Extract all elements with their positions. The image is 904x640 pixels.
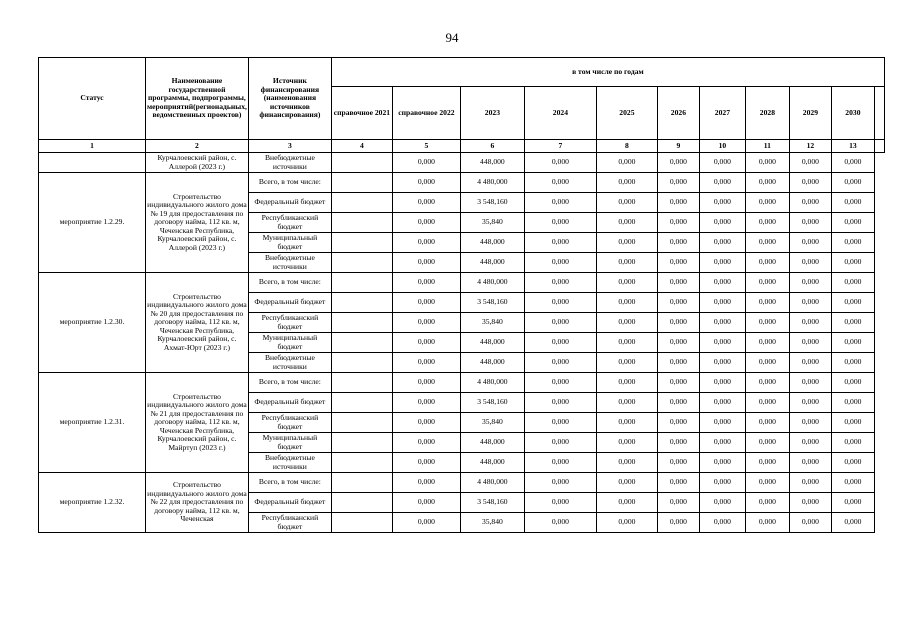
- value-cell: 0,000: [524, 413, 596, 433]
- value-cell: 0,000: [596, 153, 657, 173]
- value-cell: 0,000: [789, 513, 831, 533]
- value-cell: 0,000: [745, 413, 789, 433]
- value-cell: 0,000: [789, 293, 831, 313]
- value-cell: 0,000: [392, 413, 460, 433]
- value-cell: 0,000: [596, 433, 657, 453]
- value-cell: 0,000: [831, 353, 874, 373]
- table-row: [39, 173, 885, 193]
- value-cell: 0,000: [789, 373, 831, 393]
- value-cell: 0,000: [699, 413, 745, 433]
- value-cell: 0,000: [657, 273, 699, 293]
- value-cell: 0,000: [699, 213, 745, 233]
- value-cell: 4 480,000: [460, 273, 524, 293]
- funding-source: Федеральный бюджет: [248, 493, 331, 513]
- value-cell: 0,000: [699, 293, 745, 313]
- value-cell: 0,000: [596, 453, 657, 473]
- value-cell: 35,840: [460, 513, 524, 533]
- value-cell: 0,000: [524, 233, 596, 253]
- value-cell: 3 548,160: [460, 393, 524, 413]
- value-cell: 0,000: [745, 193, 789, 213]
- header-name: Наименование государственной программы, подпрограммы, мероприятий(регионадьных, ведомственных проектов): [146, 58, 249, 140]
- value-cell: 0,000: [392, 213, 460, 233]
- value-cell: 0,000: [745, 393, 789, 413]
- value-cell: [331, 273, 392, 293]
- table-row: [39, 273, 885, 293]
- value-cell: 0,000: [789, 253, 831, 273]
- value-cell: 0,000: [657, 393, 699, 413]
- value-cell: 0,000: [392, 193, 460, 213]
- value-cell: [331, 193, 392, 213]
- value-cell: 0,000: [831, 393, 874, 413]
- value-cell: 0,000: [524, 433, 596, 453]
- table-row: [39, 153, 885, 173]
- value-cell: 0,000: [699, 153, 745, 173]
- column-number: 10: [699, 140, 745, 153]
- value-cell: 448,000: [460, 333, 524, 353]
- measure-status: мероприятие 1.2.31.: [39, 373, 146, 473]
- value-cell: 0,000: [831, 213, 874, 233]
- header-year: 2026: [657, 87, 699, 140]
- value-cell: 0,000: [789, 313, 831, 333]
- funding-source: Республиканский бюджет: [248, 413, 331, 433]
- value-cell: 0,000: [524, 173, 596, 193]
- funding-source: Республиканский бюджет: [248, 213, 331, 233]
- value-cell: 0,000: [524, 353, 596, 373]
- funding-source: Всего, в том числе:: [248, 473, 331, 493]
- value-cell: 0,000: [657, 513, 699, 533]
- value-cell: 0,000: [392, 493, 460, 513]
- header-year: 2023: [460, 87, 524, 140]
- value-cell: [331, 453, 392, 473]
- funding-source: Республиканский бюджет: [248, 513, 331, 533]
- table-edge: [874, 140, 884, 153]
- value-cell: 0,000: [789, 393, 831, 413]
- value-cell: 0,000: [745, 273, 789, 293]
- value-cell: 0,000: [392, 473, 460, 493]
- value-cell: 0,000: [745, 313, 789, 333]
- measure-status: [39, 153, 146, 173]
- funding-source: Муниципальный бюджет: [248, 233, 331, 253]
- funding-source: Внебюджетные источники: [248, 153, 331, 173]
- value-cell: 0,000: [596, 473, 657, 493]
- value-cell: 0,000: [831, 513, 874, 533]
- value-cell: 0,000: [831, 233, 874, 253]
- value-cell: 0,000: [745, 373, 789, 393]
- value-cell: 0,000: [789, 193, 831, 213]
- value-cell: [331, 413, 392, 433]
- column-number: 8: [596, 140, 657, 153]
- value-cell: 448,000: [460, 433, 524, 453]
- header-years-group: в том числе по годам: [331, 58, 884, 87]
- funding-source: Всего, в том числе:: [248, 173, 331, 193]
- value-cell: [331, 313, 392, 333]
- value-cell: 0,000: [657, 153, 699, 173]
- column-number: 3: [248, 140, 331, 153]
- value-cell: 0,000: [657, 233, 699, 253]
- header-year: 2027: [699, 87, 745, 140]
- value-cell: 0,000: [524, 493, 596, 513]
- value-cell: 448,000: [460, 253, 524, 273]
- value-cell: 0,000: [596, 253, 657, 273]
- value-cell: 0,000: [657, 373, 699, 393]
- value-cell: [331, 393, 392, 413]
- value-cell: 0,000: [789, 493, 831, 513]
- value-cell: 0,000: [699, 393, 745, 413]
- value-cell: 0,000: [596, 173, 657, 193]
- value-cell: 0,000: [524, 373, 596, 393]
- value-cell: 0,000: [596, 373, 657, 393]
- value-cell: 0,000: [596, 313, 657, 333]
- value-cell: 0,000: [657, 193, 699, 213]
- column-number: 7: [524, 140, 596, 153]
- value-cell: 0,000: [831, 493, 874, 513]
- value-cell: 0,000: [524, 333, 596, 353]
- value-cell: 0,000: [789, 473, 831, 493]
- value-cell: [331, 233, 392, 253]
- column-number: 5: [392, 140, 460, 153]
- value-cell: 0,000: [745, 473, 789, 493]
- value-cell: 0,000: [596, 393, 657, 413]
- measure-name: Курчалоевский район, с. Аллерой (2023 г.): [146, 153, 249, 173]
- value-cell: 0,000: [657, 173, 699, 193]
- value-cell: 0,000: [392, 353, 460, 373]
- measure-name: Строительство индивидуального жилого дома № 21 для предоставления по договору найма, 112 кв. м, Чеченская Республика, Курчалоевский район, с. Майртуп (2023 г.): [146, 373, 249, 473]
- value-cell: 0,000: [831, 433, 874, 453]
- value-cell: 0,000: [392, 313, 460, 333]
- value-cell: 0,000: [745, 233, 789, 253]
- measure-name: Строительство индивидуального жилого дома № 22 для предоставления по договору найма, 112 кв. м, Чеченская: [146, 473, 249, 533]
- funding-source: Внебюджетные источники: [248, 353, 331, 373]
- value-cell: 0,000: [699, 373, 745, 393]
- value-cell: 0,000: [745, 453, 789, 473]
- value-cell: 0,000: [392, 513, 460, 533]
- value-cell: 0,000: [699, 193, 745, 213]
- value-cell: 0,000: [831, 193, 874, 213]
- value-cell: 0,000: [745, 153, 789, 173]
- value-cell: 0,000: [657, 493, 699, 513]
- page-number: 94: [445, 30, 459, 45]
- value-cell: 0,000: [657, 353, 699, 373]
- value-cell: 0,000: [596, 233, 657, 253]
- value-cell: 0,000: [524, 313, 596, 333]
- value-cell: 0,000: [524, 193, 596, 213]
- header-year: справочное 2022: [392, 87, 460, 140]
- value-cell: 0,000: [745, 433, 789, 453]
- value-cell: 0,000: [789, 173, 831, 193]
- value-cell: 0,000: [699, 233, 745, 253]
- value-cell: 0,000: [596, 273, 657, 293]
- value-cell: 0,000: [392, 453, 460, 473]
- column-number: 11: [745, 140, 789, 153]
- value-cell: 0,000: [596, 213, 657, 233]
- value-cell: 0,000: [524, 473, 596, 493]
- value-cell: 0,000: [831, 313, 874, 333]
- value-cell: 35,840: [460, 313, 524, 333]
- value-cell: 0,000: [699, 453, 745, 473]
- value-cell: 3 548,160: [460, 493, 524, 513]
- value-cell: 0,000: [657, 413, 699, 433]
- value-cell: 0,000: [524, 153, 596, 173]
- value-cell: [331, 333, 392, 353]
- value-cell: 0,000: [831, 413, 874, 433]
- value-cell: [331, 173, 392, 193]
- table-row: [39, 373, 885, 393]
- value-cell: 0,000: [596, 513, 657, 533]
- table-body: [39, 153, 885, 533]
- value-cell: 0,000: [831, 333, 874, 353]
- value-cell: 0,000: [789, 213, 831, 233]
- value-cell: 0,000: [524, 253, 596, 273]
- value-cell: 0,000: [596, 193, 657, 213]
- value-cell: 0,000: [657, 313, 699, 333]
- value-cell: 35,840: [460, 413, 524, 433]
- value-cell: 0,000: [392, 153, 460, 173]
- value-cell: 3 548,160: [460, 193, 524, 213]
- value-cell: 0,000: [699, 493, 745, 513]
- value-cell: 0,000: [657, 253, 699, 273]
- value-cell: 448,000: [460, 353, 524, 373]
- value-cell: [331, 253, 392, 273]
- value-cell: 0,000: [699, 473, 745, 493]
- value-cell: 0,000: [831, 153, 874, 173]
- funding-source: Муниципальный бюджет: [248, 333, 331, 353]
- value-cell: 0,000: [745, 353, 789, 373]
- value-cell: 0,000: [392, 273, 460, 293]
- column-number: 12: [789, 140, 831, 153]
- funding-source: Федеральный бюджет: [248, 393, 331, 413]
- value-cell: 0,000: [699, 333, 745, 353]
- value-cell: 0,000: [745, 333, 789, 353]
- value-cell: 448,000: [460, 233, 524, 253]
- value-cell: 448,000: [460, 453, 524, 473]
- header-year: справочное 2021: [331, 87, 392, 140]
- value-cell: [331, 513, 392, 533]
- value-cell: 0,000: [392, 333, 460, 353]
- value-cell: 0,000: [699, 313, 745, 333]
- header-year: 2025: [596, 87, 657, 140]
- value-cell: 0,000: [657, 453, 699, 473]
- header-source: Источник финансирования (наименования источников финансирования): [248, 58, 331, 140]
- value-cell: 0,000: [789, 353, 831, 373]
- measure-status: мероприятие 1.2.29.: [39, 173, 146, 273]
- value-cell: 0,000: [789, 413, 831, 433]
- value-cell: 0,000: [524, 453, 596, 473]
- value-cell: 0,000: [831, 293, 874, 313]
- value-cell: 0,000: [657, 293, 699, 313]
- value-cell: 0,000: [831, 173, 874, 193]
- value-cell: 0,000: [745, 213, 789, 233]
- value-cell: 0,000: [392, 433, 460, 453]
- value-cell: 0,000: [699, 353, 745, 373]
- value-cell: 0,000: [392, 233, 460, 253]
- funding-source: Внебюджетные источники: [248, 453, 331, 473]
- value-cell: 0,000: [699, 513, 745, 533]
- header-year: 2030: [831, 87, 874, 140]
- value-cell: 0,000: [745, 253, 789, 273]
- funding-source: Всего, в том числе:: [248, 373, 331, 393]
- measure-name: Строительство индивидуального жилого дома № 20 для предоставления по договору найма, 112 кв. м, Чеченская Республика, Курчалоевский район, с. Ахмат-Юрт (2023 г.): [146, 273, 249, 373]
- header-year: 2028: [745, 87, 789, 140]
- value-cell: 0,000: [831, 373, 874, 393]
- funding-source: Федеральный бюджет: [248, 293, 331, 313]
- column-number: 9: [657, 140, 699, 153]
- header-year: 2029: [789, 87, 831, 140]
- table-edge: [874, 87, 884, 140]
- value-cell: 4 480,000: [460, 473, 524, 493]
- value-cell: 4 480,000: [460, 373, 524, 393]
- value-cell: 0,000: [392, 253, 460, 273]
- value-cell: 3 548,160: [460, 293, 524, 313]
- value-cell: 0,000: [596, 493, 657, 513]
- value-cell: [331, 213, 392, 233]
- value-cell: 0,000: [789, 233, 831, 253]
- value-cell: [331, 473, 392, 493]
- funding-source: Всего, в том числе:: [248, 273, 331, 293]
- measure-name: Строительство индивидуального жилого дома № 19 для предоставления по договору найма, 112 кв. м, Чеченская Республика, Курчалоевский район, с. Аллерой (2023 г.): [146, 173, 249, 273]
- value-cell: 0,000: [392, 393, 460, 413]
- column-number: 13: [831, 140, 874, 153]
- value-cell: 0,000: [789, 453, 831, 473]
- value-cell: 0,000: [699, 433, 745, 453]
- value-cell: 0,000: [657, 333, 699, 353]
- value-cell: 0,000: [596, 413, 657, 433]
- value-cell: 0,000: [596, 293, 657, 313]
- value-cell: 0,000: [745, 493, 789, 513]
- value-cell: [331, 353, 392, 373]
- value-cell: 0,000: [831, 273, 874, 293]
- value-cell: 0,000: [831, 453, 874, 473]
- funding-source: Муниципальный бюджет: [248, 433, 331, 453]
- budget-table: [38, 57, 885, 533]
- value-cell: 448,000: [460, 153, 524, 173]
- value-cell: 0,000: [392, 373, 460, 393]
- value-cell: 0,000: [789, 433, 831, 453]
- value-cell: 0,000: [831, 253, 874, 273]
- value-cell: [331, 493, 392, 513]
- value-cell: 0,000: [699, 173, 745, 193]
- measure-status: мероприятие 1.2.30.: [39, 273, 146, 373]
- value-cell: [331, 373, 392, 393]
- table-row: [39, 473, 885, 493]
- value-cell: 0,000: [745, 293, 789, 313]
- value-cell: 0,000: [524, 293, 596, 313]
- value-cell: 0,000: [596, 333, 657, 353]
- value-cell: 0,000: [524, 213, 596, 233]
- value-cell: 35,840: [460, 213, 524, 233]
- value-cell: 0,000: [789, 153, 831, 173]
- header-status: Статус: [39, 58, 146, 140]
- value-cell: [331, 153, 392, 173]
- value-cell: [331, 433, 392, 453]
- funding-source: Федеральный бюджет: [248, 193, 331, 213]
- value-cell: 0,000: [524, 393, 596, 413]
- value-cell: 0,000: [657, 433, 699, 453]
- value-cell: 0,000: [699, 253, 745, 273]
- funding-source: Республиканский бюджет: [248, 313, 331, 333]
- value-cell: 0,000: [524, 273, 596, 293]
- value-cell: 0,000: [789, 273, 831, 293]
- value-cell: 0,000: [831, 473, 874, 493]
- column-number: 1: [39, 140, 146, 153]
- value-cell: [331, 293, 392, 313]
- value-cell: 0,000: [392, 173, 460, 193]
- value-cell: 4 480,000: [460, 173, 524, 193]
- value-cell: 0,000: [745, 513, 789, 533]
- funding-source: Внебюджетные источники: [248, 253, 331, 273]
- column-number: 6: [460, 140, 524, 153]
- value-cell: 0,000: [699, 273, 745, 293]
- value-cell: 0,000: [657, 473, 699, 493]
- value-cell: 0,000: [596, 353, 657, 373]
- column-number: 4: [331, 140, 392, 153]
- measure-status: мероприятие 1.2.32.: [39, 473, 146, 533]
- column-number: 2: [146, 140, 249, 153]
- value-cell: 0,000: [745, 173, 789, 193]
- value-cell: 0,000: [657, 213, 699, 233]
- value-cell: 0,000: [789, 333, 831, 353]
- value-cell: 0,000: [392, 293, 460, 313]
- header-year: 2024: [524, 87, 596, 140]
- value-cell: 0,000: [524, 513, 596, 533]
